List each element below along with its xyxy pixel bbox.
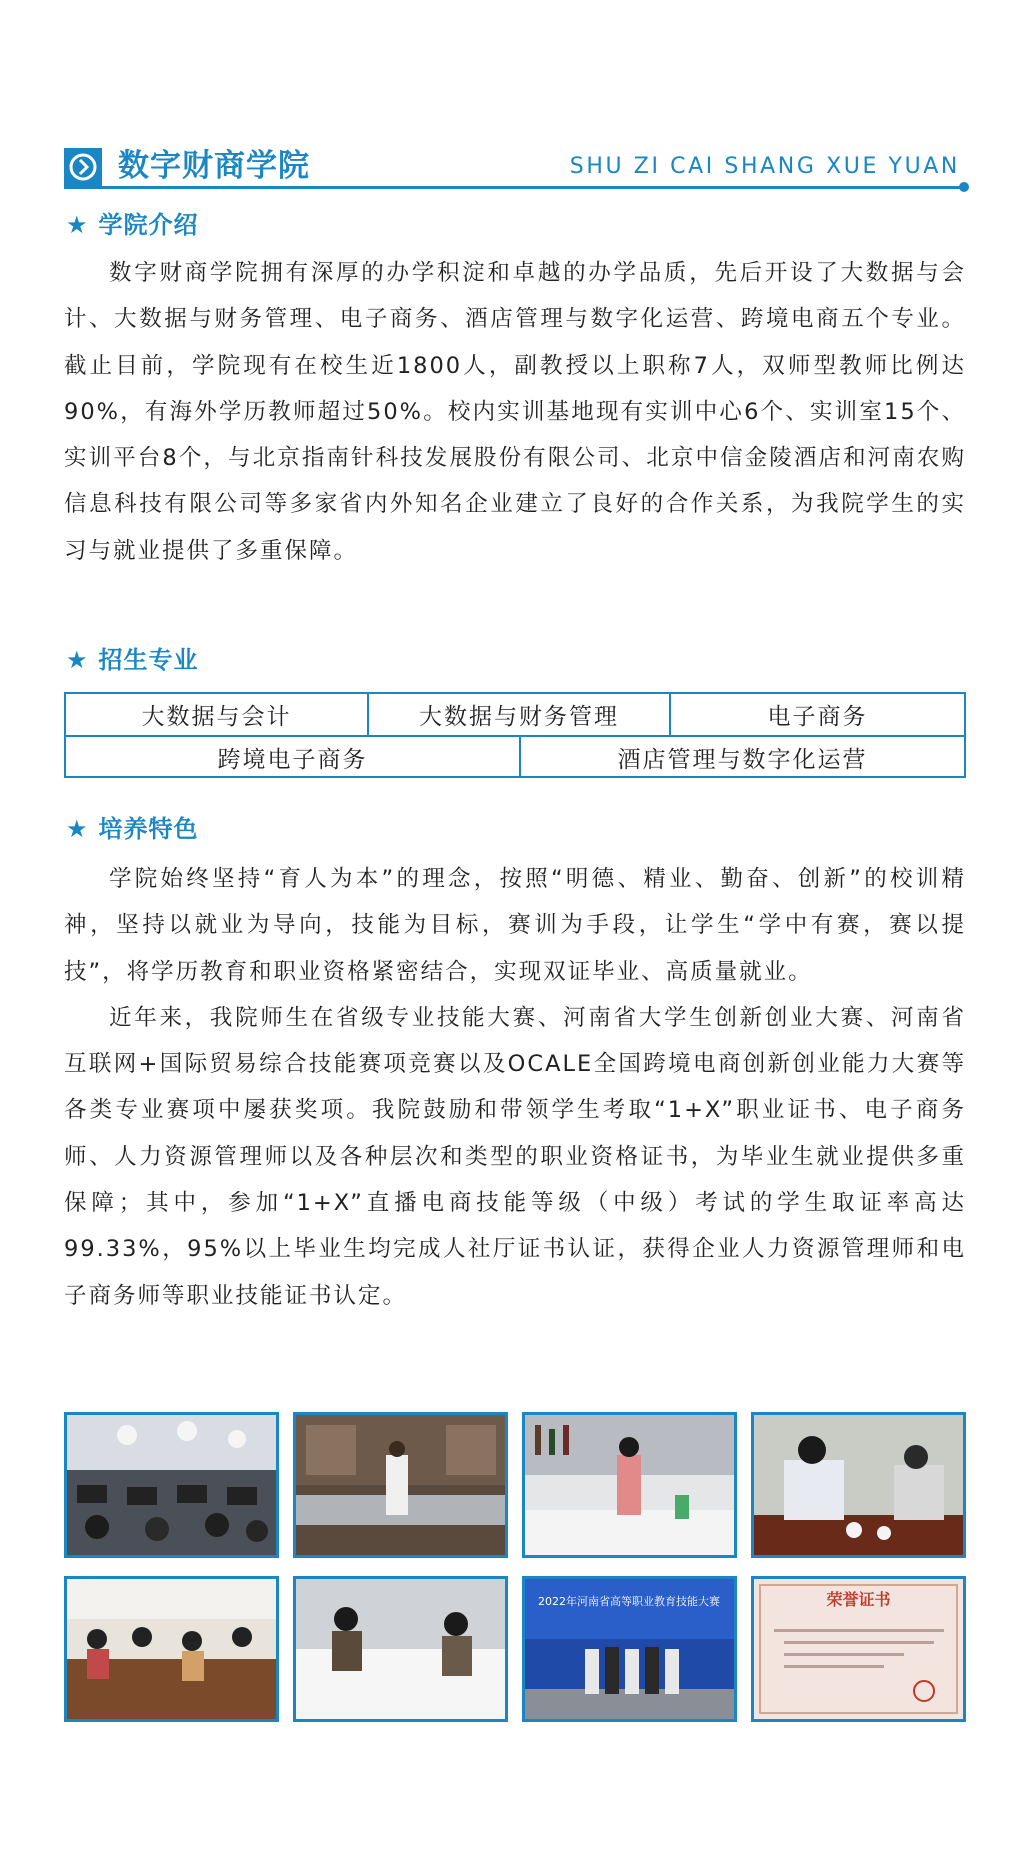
major-cell: 大数据与财务管理 [367,694,669,735]
section-heading-intro-text: 学院介绍 [98,211,199,239]
circle-arrow-icon [64,148,102,186]
page-header [64,146,968,188]
star-icon: ★ [66,815,89,843]
header-divider-dot [959,182,969,192]
section-heading-features-text: 培养特色 [98,815,199,843]
features-paragraph-1: 学院始终坚持“育人为本”的理念，按照“明德、精业、勤奋、创新”的校训精神，坚持以就业为导向，技能为目标，赛训为手段，让学生“学中有赛，赛以提技”，将学历教育和职业资格紧密结合，实现双证毕业、高质量就业。 [64,866,966,985]
photo-honor-certificate [751,1576,966,1722]
page-title: 数字财商学院 [118,148,310,184]
features-paragraphs [64,856,966,1319]
star-icon: ★ [66,646,89,674]
star-icon: ★ [66,211,89,239]
features-paragraph-2: 近年来，我院师生在省级专业技能大赛、河南省大学生创新创业大赛、河南省互联网+国际贸易综合技能赛项竞赛以及OCALE全国跨境电商创新创业能力大赛等各类专业赛项中屡获奖项。我院鼓励和带领学生考取“1+X”职业证书、电子商务师、人力资源管理师以及各种层次和类型的职业资格证书，为毕业生就业提供多重保障；其中，参加“1+X”直播电商技能等级（中级）考试的学生取证率高达99.33%，95%以上毕业生均完成人社厅证书认证，获得企业人力资源管理师和电子商务师等职业技能证书认定。 [64,1004,966,1309]
section-heading-majors-text: 招生专业 [98,646,199,674]
major-cell: 酒店管理与数字化运营 [519,737,964,778]
photo-tea-ceremony [751,1412,966,1558]
major-cell: 跨境电子商务 [217,747,368,773]
section-heading-majors [66,643,199,677]
section-heading-intro [66,208,199,242]
majors-table [64,692,966,778]
photo-computer-lab [64,1412,279,1558]
photo-bed-making [293,1576,508,1722]
majors-row [66,737,964,778]
major-cell: 大数据与会计 [141,704,292,730]
photo-bar-training [522,1412,737,1558]
photo-competition-group [522,1576,737,1722]
photo-grid [64,1412,968,1722]
majors-row [66,694,964,737]
section-heading-features [66,812,199,846]
intro-text: 数字财商学院拥有深厚的办学积淀和卓越的办学品质，先后开设了大数据与会计、大数据与财务管理、电子商务、酒店管理与数字化运营、跨境电商五个专业。截止目前，学院现有在校生近1800人，副教授以上职称7人，双师型教师比例达90%，有海外学历教师超过50%。校内实训基地现有实训中心6个、实训室15个、实训平台8个，与北京指南针科技发展股份有限公司、北京中信金陵酒店和河南农购信息科技有限公司等多家省内外知名企业建立了良好的合作关系，为我院学生的实习与就业提供了多重保障。 [64,260,966,564]
major-cell: 电子商务 [669,694,964,735]
intro-paragraph [64,250,966,574]
page-subtitle-pinyin: SHU ZI CAI SHANG XUE YUAN [569,154,960,179]
certificate-title: 荣誉证书 [826,1590,891,1609]
photo-tea-class [64,1576,279,1722]
header-divider [64,186,964,189]
competition-banner-text: 2022年河南省高等职业教育技能大赛 [538,1595,720,1608]
photo-training-room [293,1412,508,1558]
